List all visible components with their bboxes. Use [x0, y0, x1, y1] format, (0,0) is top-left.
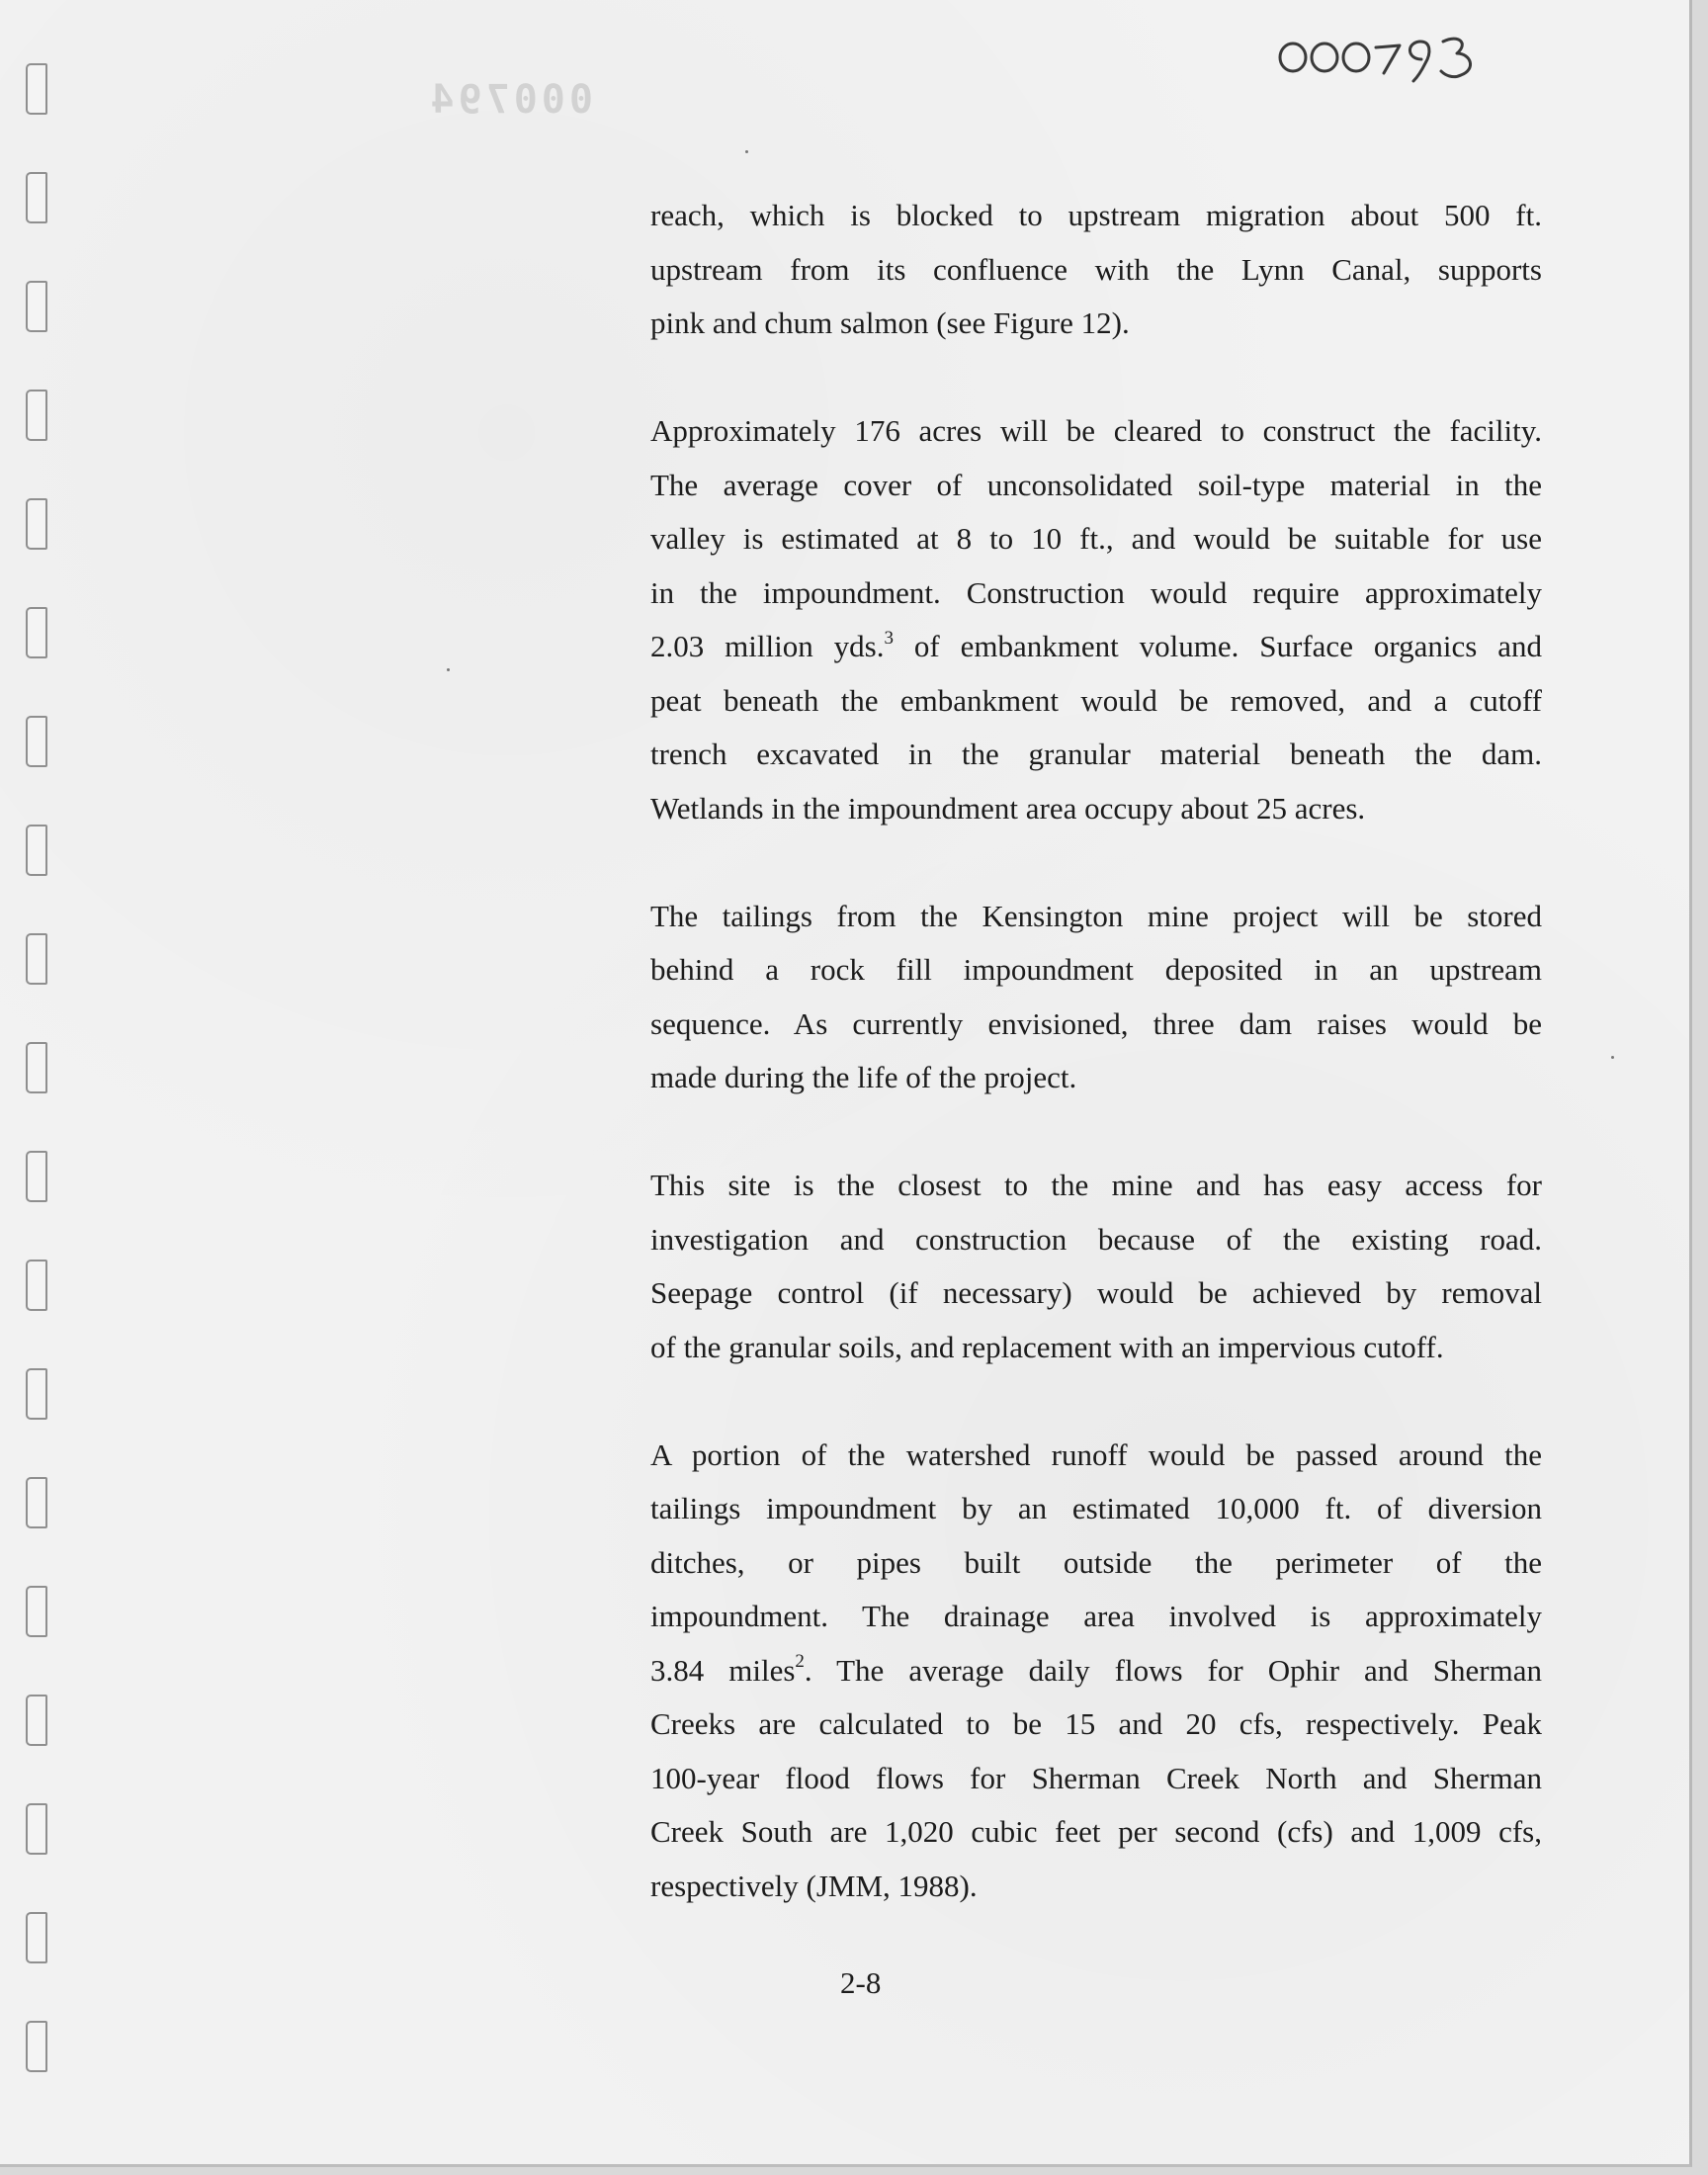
punch-hole: [26, 1368, 47, 1420]
text-line: made during the life of the project.: [650, 1060, 1077, 1094]
punch-hole: [26, 1803, 47, 1855]
text-line: Seepage control (if necessary) would be achieved by removal: [650, 1275, 1542, 1310]
text-line: in the impoundment. Construction would require approximately: [650, 574, 1542, 610]
paragraph: [650, 1159, 1542, 1374]
punch-hole: [26, 1477, 47, 1528]
punch-hole: [26, 172, 47, 223]
handwritten-number-graphic: [1273, 22, 1500, 91]
punch-hole: [26, 825, 47, 876]
text-fragment: 2.03 million yds.: [650, 629, 885, 663]
superscript: 3: [884, 627, 894, 649]
text-line: tailings impoundment by an estimated 10,000 ft. of diversion: [650, 1491, 1542, 1525]
text-fragment: 3.84 miles: [650, 1652, 796, 1688]
punch-hole: [26, 390, 47, 441]
text-line: A portion of the watershed runoff would be passed around the: [650, 1436, 1542, 1472]
page-number: 2-8: [840, 1965, 882, 2000]
punch-hole: [26, 1695, 47, 1746]
paragraph: [650, 1429, 1542, 1914]
scan-speck: [447, 668, 450, 671]
text-line: trench excavated in the granular material beneath the dam.: [650, 737, 1542, 771]
paragraph: [650, 404, 1542, 835]
text-line: The tailings from the Kensington mine project will be stored: [650, 898, 1542, 933]
superscript: 2: [795, 1651, 805, 1673]
text-line: investigation and construction because of the existing road.: [650, 1221, 1542, 1257]
body-text: [650, 189, 1542, 1967]
text-line: impoundment. The drainage area involved is approximately: [650, 1599, 1542, 1633]
paragraph: [650, 189, 1542, 351]
text-line: Creek South are 1,020 cubic feet per second (cfs) and 1,009 cfs,: [650, 1814, 1542, 1849]
punch-hole: [26, 716, 47, 767]
text-line: reach, which is blocked to upstream migration about 500 ft.: [650, 198, 1542, 232]
scan-speck: [1611, 1056, 1614, 1059]
handwritten-page-stamp: [1273, 22, 1500, 91]
punch-hole: [26, 1260, 47, 1311]
text-line: valley is estimated at 8 to 10 ft., and would be suitable for use: [650, 521, 1542, 556]
text-line-with-superscript: [650, 1644, 1542, 1698]
text-line: sequence. As currently envisioned, three dam raises would be: [650, 1005, 1542, 1041]
text-line: The average cover of unconsolidated soil-type material in the: [650, 467, 1542, 502]
text-line: ditches, or pipes built outside the perimeter of the: [650, 1544, 1542, 1580]
text-fragment: of embankment volume. Surface organics and: [913, 629, 1542, 663]
text-fragment: . The average daily flows for Ophir and Sherman: [804, 1652, 1542, 1688]
text-line: Wetlands in the impoundment area occupy about 25 acres.: [650, 790, 1366, 826]
punch-hole: [26, 63, 47, 115]
text-line: Creeks are calculated to be 15 and 20 cfs, respectively. Peak: [650, 1706, 1542, 1741]
punch-hole: [26, 1151, 47, 1202]
text-line: upstream from its confluence with the Lynn Canal, supports: [650, 251, 1542, 287]
scan-speck: [745, 150, 748, 153]
punch-hole: [26, 281, 47, 332]
text-line: peat beneath the embankment would be removed, and a cutoff: [650, 682, 1542, 718]
text-line: pink and chum salmon (see Figure 12).: [650, 305, 1130, 340]
text-line: Approximately 176 acres will be cleared to construct the facility.: [650, 413, 1542, 448]
text-line-with-superscript: [650, 620, 1542, 674]
punch-hole: [26, 1912, 47, 1963]
punch-hole: [26, 1586, 47, 1637]
punch-hole: [26, 498, 47, 550]
punch-hole: [26, 2021, 47, 2072]
text-line: behind a rock fill impoundment deposited in an upstream: [650, 952, 1542, 987]
punch-hole-strip: [26, 63, 55, 2120]
bleed-through-number: 000794: [426, 77, 593, 123]
punch-hole: [26, 1042, 47, 1093]
paragraph: [650, 890, 1542, 1105]
text-line: 100-year flood flows for Sherman Creek North and Sherman: [650, 1760, 1542, 1795]
text-line: of the granular soils, and replacement with an impervious cutoff.: [650, 1329, 1444, 1364]
text-line: This site is the closest to the mine and has easy access for: [650, 1168, 1542, 1202]
text-line: respectively (JMM, 1988).: [650, 1868, 978, 1903]
punch-hole: [26, 607, 47, 658]
punch-hole: [26, 933, 47, 985]
